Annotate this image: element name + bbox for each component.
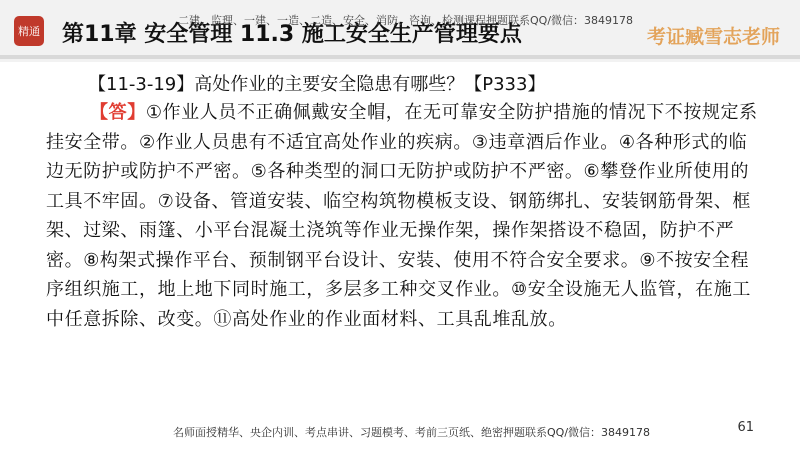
page-number: 61 — [737, 420, 754, 435]
question-text: 【11-3-19】高处作业的主要安全隐患有哪些？【P333】 — [88, 74, 546, 95]
answer-text: ①作业人员不正确佩戴安全帽，在无可靠安全防护措施的情况下不按规定系挂安全带。②作业人员患有不适宜高处作业的疾病。③违章酒后作业。④各种形式的临边无防护或防护不严密。⑤各种类型的洞口无防护或防护不严密。⑥攀登作业所使用的工具不牢固。⑦设备、管道安装、临空构筑物模板支设、钢筋绑扎、安装钢筋骨架、框架、过梁、雨篷、小平台混凝土浇筑等作业无操作架，操作架搭设不稳固，防护不严密。⑧构架式操作平台、预制钢平台设计、安装、使用不符合安全要求。⑨不按安全程序组织施工，地上地下同时施工，多层多工种交叉作业。⑩安全设施无人监管，在施工中任意拆除、改变。⑪高处作业的作业面材料、工具乱堆乱放。 — [46, 102, 758, 330]
answer-paragraph — [46, 98, 758, 334]
logo-badge: 精通 — [14, 16, 44, 46]
chapter-title: 第11章 安全管理 11.3 施工安全生产管理要点 — [62, 22, 522, 47]
answer-tag: 【答】 — [90, 102, 146, 123]
teacher-name: 考证臧雪志老师 — [646, 26, 780, 48]
header-watermark: 二建、监理、一建、一造、二造、安全、消防、咨询、检测课程押题联系QQ/微信：3849178 — [178, 14, 634, 27]
footer-contact: 名师面授精华、央企内训、考点串讲、习题模考、考前三页纸、绝密押题联系QQ/微信：3849178 — [173, 426, 651, 439]
header-divider — [0, 55, 800, 59]
